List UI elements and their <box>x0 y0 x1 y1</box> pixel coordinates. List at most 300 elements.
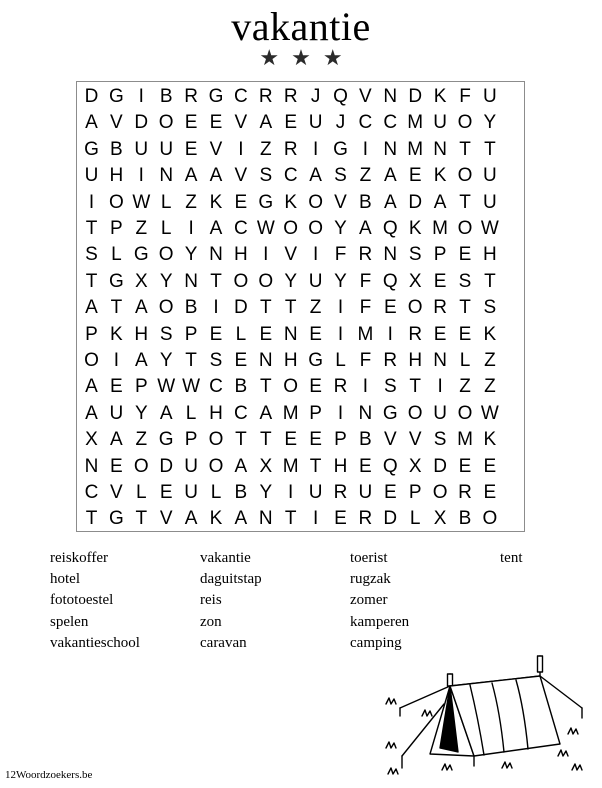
grid-letter[interactable]: H <box>483 244 497 266</box>
grid-letter[interactable]: A <box>134 297 148 319</box>
grid-letter[interactable]: U <box>433 402 447 424</box>
grid-letter[interactable]: P <box>85 323 98 345</box>
grid-letter[interactable]: F <box>359 350 372 371</box>
grid-letter[interactable]: T <box>459 191 471 213</box>
grid-letter[interactable]: A <box>234 455 248 477</box>
grid-letter[interactable]: Y <box>334 218 347 239</box>
grid-letter[interactable]: A <box>85 297 98 319</box>
grid-letter[interactable]: A <box>184 508 198 530</box>
grid-letter[interactable]: R <box>258 86 273 107</box>
grid-letter[interactable]: Q <box>333 86 348 107</box>
grid-letter[interactable]: F <box>334 244 347 266</box>
grid-letter[interactable]: L <box>459 350 471 371</box>
grid-letter[interactable]: F <box>359 297 372 319</box>
grid-letter[interactable]: D <box>408 86 423 107</box>
grid-letter[interactable]: D <box>383 508 398 530</box>
grid-letter[interactable]: R <box>333 376 348 398</box>
grid-letter[interactable]: T <box>135 508 148 530</box>
grid-letter[interactable]: J <box>310 86 321 107</box>
grid-letter[interactable]: I <box>138 165 144 187</box>
grid-letter[interactable]: C <box>209 376 223 398</box>
grid-letter[interactable]: Z <box>459 376 471 398</box>
grid-letter[interactable]: F <box>459 86 471 107</box>
grid-letter[interactable]: K <box>284 191 298 213</box>
grid-letter[interactable]: B <box>359 191 372 213</box>
grid-letter[interactable]: Y <box>284 270 298 292</box>
grid-letter[interactable]: D <box>408 191 423 213</box>
grid-letter[interactable]: V <box>383 429 397 451</box>
grid-letter[interactable]: R <box>433 297 447 319</box>
grid-letter[interactable]: Y <box>184 244 198 266</box>
grid-letter[interactable]: X <box>134 270 148 292</box>
grid-letter[interactable]: Z <box>484 376 496 398</box>
grid-letter[interactable]: O <box>208 455 224 477</box>
grid-letter[interactable]: N <box>433 138 447 160</box>
grid-letter[interactable]: D <box>234 297 248 319</box>
grid-letter[interactable]: P <box>334 429 347 451</box>
grid-letter[interactable]: G <box>333 138 348 160</box>
grid-letter[interactable]: C <box>283 165 298 187</box>
grid-letter[interactable]: E <box>159 482 173 503</box>
grid-letter[interactable]: N <box>258 508 273 530</box>
grid-letter[interactable]: Z <box>484 350 496 371</box>
grid-letter[interactable]: B <box>110 138 123 160</box>
grid-letter[interactable]: E <box>458 244 472 266</box>
grid-letter[interactable]: N <box>383 138 398 160</box>
grid-letter[interactable]: O <box>158 244 174 266</box>
grid-letter[interactable]: W <box>157 376 176 398</box>
grid-letter[interactable]: W <box>480 402 499 424</box>
grid-letter[interactable]: O <box>432 482 448 503</box>
grid-letter[interactable]: S <box>458 270 472 292</box>
grid-letter[interactable]: I <box>437 376 443 398</box>
grid-letter[interactable]: J <box>335 112 346 134</box>
grid-letter[interactable]: O <box>457 112 473 134</box>
grid-letter[interactable]: E <box>209 112 223 134</box>
grid-letter[interactable]: T <box>185 350 197 371</box>
grid-letter[interactable]: U <box>483 191 497 213</box>
grid-letter[interactable]: T <box>235 429 247 451</box>
grid-letter[interactable]: U <box>184 455 198 477</box>
grid-letter[interactable]: T <box>459 138 471 160</box>
grid-letter[interactable]: W <box>182 376 201 398</box>
grid-letter[interactable]: T <box>259 429 272 451</box>
grid-letter[interactable]: A <box>209 165 223 187</box>
grid-letter[interactable]: H <box>283 350 298 371</box>
grid-letter[interactable]: I <box>113 350 120 371</box>
grid-letter[interactable]: M <box>282 402 299 424</box>
grid-letter[interactable]: A <box>383 165 397 187</box>
grid-letter[interactable]: B <box>159 86 173 107</box>
grid-letter[interactable]: K <box>483 323 497 345</box>
grid-letter[interactable]: S <box>334 165 347 187</box>
grid-letter[interactable]: E <box>458 323 472 345</box>
grid-letter[interactable]: E <box>209 323 223 345</box>
grid-letter[interactable]: Y <box>159 350 173 371</box>
grid-letter[interactable]: O <box>308 191 323 213</box>
grid-letter[interactable]: F <box>359 270 372 292</box>
grid-letter[interactable]: D <box>433 455 447 477</box>
grid-letter[interactable]: G <box>208 86 224 107</box>
grid-letter[interactable]: U <box>308 482 323 503</box>
grid-letter[interactable]: S <box>159 323 173 345</box>
grid-letter[interactable]: T <box>409 376 421 398</box>
grid-letter[interactable]: S <box>209 350 223 371</box>
grid-letter[interactable]: T <box>110 297 123 319</box>
grid-letter[interactable]: T <box>259 376 272 398</box>
grid-letter[interactable]: S <box>483 297 497 319</box>
grid-row <box>77 295 524 321</box>
grid-letter[interactable]: M <box>357 323 374 345</box>
grid-letter[interactable]: E <box>110 455 123 477</box>
grid-letter[interactable]: V <box>159 508 173 530</box>
grid-letter[interactable]: L <box>111 244 122 266</box>
grid-letter[interactable]: R <box>184 86 198 107</box>
grid-letter[interactable]: E <box>309 429 322 451</box>
grid-letter[interactable]: G <box>308 350 323 371</box>
grid-letter[interactable]: O <box>208 429 224 451</box>
grid-letter[interactable]: E <box>383 482 397 503</box>
grid-letter[interactable]: O <box>258 270 274 292</box>
grid-letter[interactable]: E <box>284 429 298 451</box>
grid-letter[interactable]: I <box>362 138 369 160</box>
grid-letter[interactable]: A <box>433 191 447 213</box>
grid-letter[interactable]: Z <box>309 297 322 319</box>
grid-letter[interactable]: E <box>334 508 347 530</box>
grid-letter[interactable]: B <box>184 297 198 319</box>
word-list-item: kamperen <box>350 613 410 630</box>
grid-letter[interactable]: I <box>138 86 144 107</box>
grid-letter[interactable]: A <box>359 218 372 239</box>
grid-letter[interactable]: I <box>288 482 294 503</box>
grid-letter[interactable]: H <box>408 350 423 371</box>
grid-letter[interactable]: K <box>483 429 497 451</box>
grid-letter[interactable]: O <box>457 402 473 424</box>
grid-letter[interactable]: P <box>184 323 198 345</box>
grid-letter[interactable]: E <box>259 323 273 345</box>
grid-letter[interactable]: I <box>312 508 319 530</box>
grid-letter[interactable]: S <box>433 429 447 451</box>
grid-letter[interactable]: U <box>483 165 497 187</box>
grid-letter[interactable]: M <box>457 429 473 451</box>
grid-letter[interactable]: P <box>110 218 123 239</box>
grid-letter[interactable]: A <box>259 112 273 134</box>
word-list-item: fototoestel <box>50 592 114 609</box>
grid-letter[interactable]: H <box>333 455 348 477</box>
grid-letter[interactable]: I <box>362 376 369 398</box>
grid-letter[interactable]: E <box>483 455 497 477</box>
grid-letter[interactable]: R <box>383 350 398 371</box>
grid-letter[interactable]: A <box>110 429 123 451</box>
grid-letter[interactable]: A <box>134 350 148 371</box>
grid-letter[interactable]: P <box>184 429 198 451</box>
grid-letter[interactable]: A <box>85 112 98 134</box>
grid-letter[interactable]: K <box>209 191 223 213</box>
grid-letter[interactable]: X <box>259 455 273 477</box>
grid-letter[interactable]: U <box>433 112 447 134</box>
grid-letter[interactable]: R <box>283 86 298 107</box>
grid-letter[interactable]: O <box>283 376 299 398</box>
grid-letter[interactable]: N <box>159 165 174 187</box>
grid-letter[interactable]: O <box>457 165 473 187</box>
grid-letter[interactable]: R <box>358 508 373 530</box>
grid-letter[interactable]: P <box>309 402 322 424</box>
grid-letter[interactable]: S <box>408 244 422 266</box>
grid-letter[interactable]: E <box>483 482 497 503</box>
grid-letter[interactable]: C <box>358 112 373 134</box>
grid-letter[interactable]: S <box>259 165 273 187</box>
grid-letter[interactable]: T <box>309 455 322 477</box>
grid-letter[interactable]: M <box>407 138 424 160</box>
grid-letter[interactable]: U <box>358 482 373 503</box>
grid-letter[interactable]: O <box>407 402 423 424</box>
grid-letter[interactable]: O <box>407 297 423 319</box>
grid-letter[interactable]: N <box>84 455 99 477</box>
grid-letter[interactable]: S <box>383 376 397 398</box>
grid-letter[interactable]: E <box>433 323 447 345</box>
grid-letter[interactable]: Y <box>159 270 173 292</box>
grid-letter[interactable]: C <box>234 402 248 424</box>
grid-letter[interactable]: K <box>110 323 123 345</box>
grid-letter[interactable]: N <box>433 350 447 371</box>
grid-letter[interactable]: V <box>209 138 223 160</box>
grid-letter[interactable]: B <box>359 429 372 451</box>
grid-letter[interactable]: I <box>337 297 344 319</box>
grid-letter[interactable]: R <box>333 482 348 503</box>
grid-letter[interactable]: P <box>433 244 447 266</box>
grid-letter[interactable]: O <box>84 350 99 371</box>
grid-letter[interactable]: E <box>234 350 248 371</box>
grid-letter[interactable]: D <box>159 455 174 477</box>
grid-letter[interactable]: T <box>259 297 272 319</box>
grid-letter[interactable]: M <box>432 218 448 239</box>
grid-letter[interactable]: Z <box>259 138 272 160</box>
grid-letter[interactable]: I <box>312 138 319 160</box>
grid-letter[interactable]: X <box>408 270 422 292</box>
grid-letter[interactable]: K <box>433 86 447 107</box>
grid-letter[interactable]: E <box>408 165 422 187</box>
grid-letter[interactable]: A <box>309 165 322 187</box>
grid-letter[interactable]: N <box>383 86 398 107</box>
grid-letter[interactable]: Y <box>483 112 497 134</box>
grid-letter[interactable]: I <box>213 297 219 319</box>
grid-letter[interactable]: L <box>409 508 421 530</box>
grid-letter[interactable]: M <box>407 112 424 134</box>
grid-letter[interactable]: U <box>134 138 149 160</box>
grid-letter[interactable]: E <box>433 270 447 292</box>
grid-letter[interactable]: A <box>209 218 223 239</box>
grid-letter[interactable]: I <box>337 402 344 424</box>
grid-letter[interactable]: T <box>459 297 471 319</box>
grid-letter[interactable]: G <box>109 270 124 292</box>
grid-letter[interactable]: H <box>109 165 124 187</box>
grid-letter[interactable]: V <box>110 112 123 134</box>
grid-letter[interactable]: X <box>85 429 98 451</box>
grid-letter[interactable]: U <box>159 138 174 160</box>
grid-letter[interactable]: I <box>337 323 344 345</box>
grid-letter[interactable]: I <box>387 323 393 345</box>
grid-letter[interactable]: O <box>233 270 249 292</box>
grid-letter[interactable]: Q <box>382 218 398 239</box>
grid-letter[interactable]: G <box>258 191 274 213</box>
grid-letter[interactable]: Q <box>382 455 398 477</box>
grid-letter[interactable]: T <box>484 138 496 160</box>
grid-letter[interactable]: I <box>238 138 244 160</box>
grid-letter[interactable]: C <box>383 112 398 134</box>
grid-letter[interactable]: I <box>263 244 269 266</box>
grid-letter[interactable]: O <box>283 218 299 239</box>
site-credit: 12Woordzoekers.be <box>5 769 93 781</box>
grid-letter[interactable]: N <box>258 350 273 371</box>
grid-letter[interactable]: E <box>458 455 472 477</box>
grid-letter[interactable]: D <box>84 86 99 107</box>
grid-letter[interactable]: A <box>184 165 198 187</box>
grid-letter[interactable]: V <box>234 112 248 134</box>
grid-letter[interactable]: B <box>234 376 248 398</box>
grid-letter[interactable]: E <box>309 376 322 398</box>
grid-letter[interactable]: B <box>458 508 472 530</box>
grid-letter[interactable]: W <box>132 191 151 213</box>
grid-letter[interactable]: E <box>309 323 322 345</box>
word-list-item: spelen <box>50 613 89 630</box>
grid-letter[interactable]: U <box>84 165 99 187</box>
grid-letter[interactable]: Z <box>359 165 372 187</box>
grid-letter[interactable]: Y <box>259 482 273 503</box>
grid-letter[interactable]: T <box>210 270 222 292</box>
grid-letter[interactable]: W <box>256 218 275 239</box>
grid-letter[interactable]: N <box>358 402 373 424</box>
grid-letter[interactable]: Z <box>135 429 148 451</box>
grid-row <box>77 322 524 348</box>
grid-letter[interactable]: Y <box>134 402 148 424</box>
grid-letter[interactable]: V <box>284 244 298 266</box>
grid-letter[interactable]: E <box>383 297 397 319</box>
grid-letter[interactable]: U <box>308 270 323 292</box>
grid-letter[interactable]: A <box>85 376 98 398</box>
grid-letter[interactable]: E <box>234 191 248 213</box>
grid-letter[interactable]: E <box>184 138 198 160</box>
grid-letter[interactable]: T <box>85 508 98 530</box>
grid-letter[interactable]: T <box>284 297 297 319</box>
grid-letter[interactable]: T <box>85 270 98 292</box>
grid-letter[interactable]: Q <box>382 270 398 292</box>
grid-letter[interactable]: G <box>382 402 398 424</box>
grid-letter[interactable]: T <box>284 508 297 530</box>
grid-letter[interactable]: L <box>160 218 172 239</box>
grid-letter[interactable]: R <box>458 482 472 503</box>
grid-letter[interactable]: L <box>335 350 346 371</box>
grid-letter[interactable]: O <box>158 297 174 319</box>
grid-letter[interactable]: I <box>188 218 194 239</box>
grid-letter[interactable]: E <box>184 112 198 134</box>
grid-letter[interactable]: G <box>133 244 149 266</box>
grid-letter[interactable]: V <box>234 165 248 187</box>
grid-letter[interactable]: O <box>308 218 323 239</box>
grid-letter[interactable]: C <box>234 86 248 107</box>
grid-letter[interactable]: Y <box>334 270 347 292</box>
grid-letter[interactable]: H <box>209 402 223 424</box>
grid-letter[interactable]: A <box>159 402 173 424</box>
grid-letter[interactable]: G <box>84 138 99 160</box>
page-title: vakantie <box>231 4 371 49</box>
grid-letter[interactable]: Z <box>135 218 148 239</box>
grid-letter[interactable]: H <box>234 244 248 266</box>
grid-letter[interactable]: C <box>234 218 248 239</box>
grid-letter[interactable]: N <box>209 244 223 266</box>
grid-letter[interactable]: T <box>484 270 496 292</box>
grid-letter[interactable]: N <box>383 244 398 266</box>
grid-letter[interactable]: V <box>359 86 372 107</box>
grid-letter[interactable]: L <box>136 482 147 503</box>
grid-letter[interactable]: S <box>85 244 98 266</box>
grid-letter[interactable]: K <box>408 218 422 239</box>
grid-letter[interactable]: O <box>457 218 473 239</box>
grid-letter[interactable]: T <box>85 218 98 239</box>
grid-letter[interactable]: U <box>109 402 124 424</box>
grid-letter[interactable]: L <box>235 323 247 345</box>
grid-letter[interactable]: I <box>88 191 95 213</box>
grid-letter[interactable]: C <box>84 482 99 503</box>
grid-letter[interactable]: H <box>134 323 149 345</box>
grid-letter[interactable]: N <box>283 323 298 345</box>
grid-letter[interactable]: P <box>134 376 148 398</box>
grid-letter[interactable]: E <box>110 376 123 398</box>
grid-letter[interactable]: E <box>359 455 372 477</box>
grid-letter[interactable]: M <box>282 455 299 477</box>
grid-letter[interactable]: V <box>110 482 123 503</box>
grid-letter[interactable]: L <box>185 402 197 424</box>
grid-letter[interactable]: G <box>109 86 124 107</box>
grid-letter[interactable]: A <box>85 402 98 424</box>
grid-letter[interactable]: I <box>312 244 319 266</box>
grid-letter[interactable]: V <box>334 191 347 213</box>
grid-letter[interactable]: L <box>210 482 222 503</box>
grid-row <box>77 454 524 480</box>
grid-letter[interactable]: A <box>234 508 248 530</box>
grid-letter[interactable]: P <box>408 482 422 503</box>
grid-letter[interactable]: O <box>133 455 149 477</box>
grid-letter[interactable]: G <box>109 508 124 530</box>
grid-letter[interactable]: R <box>283 138 298 160</box>
grid-letter[interactable]: O <box>158 112 174 134</box>
grid-letter[interactable]: K <box>433 165 447 187</box>
grid-letter[interactable]: E <box>284 112 298 134</box>
grid-letter[interactable]: K <box>209 508 223 530</box>
grid-letter[interactable]: O <box>109 191 124 213</box>
grid-letter[interactable]: V <box>408 429 422 451</box>
grid-letter[interactable]: A <box>259 402 273 424</box>
grid-letter[interactable]: B <box>234 482 248 503</box>
grid-letter[interactable]: D <box>134 112 149 134</box>
grid-letter[interactable]: R <box>358 244 373 266</box>
grid-letter[interactable]: Z <box>185 191 197 213</box>
grid-letter[interactable]: X <box>408 455 422 477</box>
grid-row <box>77 401 524 427</box>
grid-letter[interactable]: X <box>433 508 447 530</box>
grid-row <box>77 374 524 400</box>
grid-letter[interactable]: W <box>480 218 499 239</box>
grid-letter[interactable]: A <box>383 191 397 213</box>
grid-letter[interactable]: U <box>308 112 323 134</box>
grid-letter[interactable]: G <box>158 429 174 451</box>
grid-letter[interactable]: R <box>408 323 423 345</box>
grid-letter[interactable]: O <box>482 508 498 530</box>
grid-letter[interactable]: N <box>184 270 198 292</box>
grid-row <box>77 137 524 163</box>
grid-letter[interactable]: L <box>160 191 172 213</box>
grid-letter[interactable]: U <box>184 482 198 503</box>
grid-letter[interactable]: U <box>483 86 497 107</box>
